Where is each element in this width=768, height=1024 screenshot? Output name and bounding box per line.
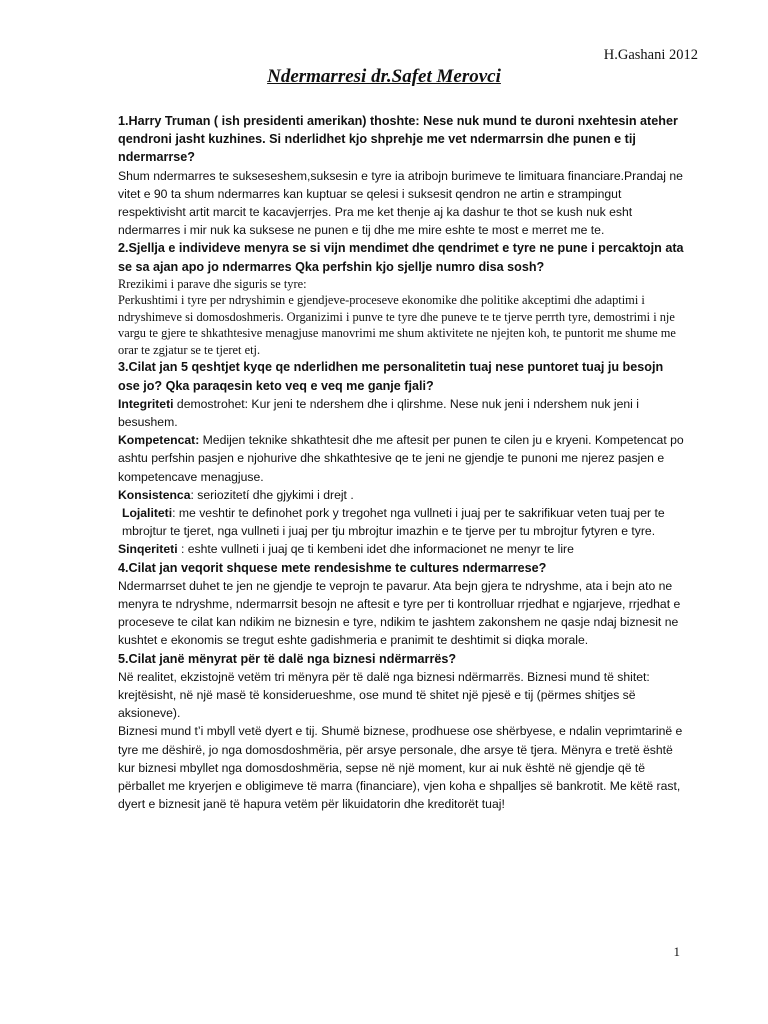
answer-3-term: Integriteti <box>118 396 174 411</box>
author-year: H.Gashani 2012 <box>603 47 698 63</box>
answer-2-line-1: Rrezikimi i parave dhe siguris se tyre: <box>118 276 307 291</box>
question-1: 1.Harry Truman ( ish presidenti amerikan) thoshte: Nese nuk mund te duroni nxehtesin ateher qendroni jasht kuzhines. Si nderlidhet kjo shprehje me vet ndermarrsin dhe punen e tij ndermarrse? <box>118 114 678 165</box>
answer-2-line-2: Perkushtimi i tyre per ndryshimin e gjendjeve-proceseve ekonomike dhe politike akceptimi dhe adaptimi i ndryshimeve si domosdoshmeris. Organizimi i punve te tyre dhe puneve te te tjerve perrth tyre, demostrimi i nje vargu te gjere te shkathtesive menagjuse manovrimi me shum aktivitete ne njejten koh, te puntorit me shume me orar te zgjatur se te tjeret etj. <box>118 293 676 357</box>
question-3: 3.Cilat jan 5 qeshtjet kyqe qe nderlidhen me personalitetin tuaj nese puntoret tuaj ju besojn ose jo? Qka paraqesin keto veq e veq me ganje fjali? <box>118 360 664 393</box>
answer-3-term: Lojaliteti <box>122 505 173 520</box>
question-5: 5.Cilat janë mënyrat për të dalë nga biznesi ndërmarrës? <box>118 651 457 666</box>
answer-3-text: : me veshtir te definohet pork y tregohet nga vullneti i juaj per te sakrifikuar veten tuaj per te mbrojtur te tjeret, nga vullneti i juaj per tju mbrojtur imazhin e te tjerve per tu mbrojtur fytyren e tyre. <box>122 505 665 539</box>
document-body <box>118 112 686 813</box>
answer-3-term: Konsistenca <box>118 487 191 502</box>
answer-5-part-1: Në realitet, ekzistojnë vetëm tri mënyra për të dalë nga biznesi ndërmarrës. Biznesi mund të shitet: krejtësisht, në një masë të konsiderueshme, ose mund të shitet një pjesë e tij (përmes shitjes së aksioneve). <box>118 669 650 721</box>
answer-3-item <box>118 395 686 431</box>
answer-3-term: Sinqeriteti <box>118 542 178 557</box>
answer-3-item <box>118 486 686 504</box>
answer-3-term: Kompetencat: <box>118 433 200 448</box>
page-number: 1 <box>673 944 680 959</box>
answer-3-text: : eshte vullneti i juaj qe ti kembeni idet dhe informacionet ne menyr te lire <box>177 542 574 557</box>
answer-3-item <box>118 504 686 540</box>
answer-3-text: demostrohet: Kur jeni te ndershem dhe i qlirshme. Nese nuk jeni i ndershem nuk jeni i besushem. <box>118 396 639 429</box>
answer-3-item <box>118 540 686 558</box>
answer-5-part-2: Biznesi mund t’i mbyll vetë dyert e tij. Shumë biznese, prodhuese ose shërbyese, e ndalin veprimtarinë e tyre me dëshirë, jo nga domosdoshmëria, për arsye personale, dhe arsye të tjera. Mënyra e tretë është kur biznesi mbyllet nga domosdoshmëria, sepse në një moment, kur ai nuk është në gjendje që të përballet me kryerjen e obligimeve të marra (financiare), vjen koha e shpalljes së bankrotit. Me këtë rast, dyert e biznesit janë të hapura vetëm për likuidatorin dhe kreditorët tuaj! <box>118 724 683 812</box>
answer-3-item <box>118 431 686 486</box>
question-4: 4.Cilat jan veqorit shquese mete rendesishme te cultures ndermarrese? <box>118 560 547 575</box>
answer-4: Ndermarrset duhet te jen ne gjendje te veprojn te pavarur. Ata bejn gjera te ndryshme, ata i bejn ato ne menyra te ndryshme, ndermarrsit besojn ne aftesit e tyre per ti kontrolluar rrjedhat e ngjarjeve, rrjedhat e proceseve te cilat kan ndikim ne biznesin e tyre, ndikim te jashtem zakonshem ne qasje ndaj biznesit ne kushtet e ekonomis se tregut eshte gadishmeria e pranimit te deshtimit si diqka morale. <box>118 578 681 648</box>
answer-3-text: : seriozitetí dhe gjykimi i drejt . <box>190 487 354 502</box>
question-2: 2.Sjellja e individeve menyra se si vijn mendimet dhe qendrimet e tyre ne pune i percaktojn ata se sa ajan apo jo ndermarres Qka perfshin kjo sjellje numro disa sosh? <box>118 241 684 274</box>
document-title: Ndermarresi dr.Safet Merovci <box>267 66 501 87</box>
answer-3-text: Medijen teknike shkathtesit dhe me aftesit per punen te cilen ju e kryeni. Kompetencat po ashtu perfshin pasjen e njohurive dhe shkathtesive qe te jeni ne gjendje te punoni me njerez pasjen e kompetencave menagjuse. <box>118 433 684 484</box>
answer-1: Shum ndermarres te sukseseshem,suksesin e tyre ia atribojn burimeve te limituara financiare.Prandaj ne vitet e 90 ta shum ndermarres kan kuptuar se qelesi i suksesit qendron ne artin e strampingut respektivisht artit marcit te kacavjerrjes. Pra me ket thenje aj ka dashur te thot se kush nuk esht ndermarres i mir nuk ka suksese ne punen e tij dhe me mire eshte te most e merret me te. <box>118 168 683 238</box>
